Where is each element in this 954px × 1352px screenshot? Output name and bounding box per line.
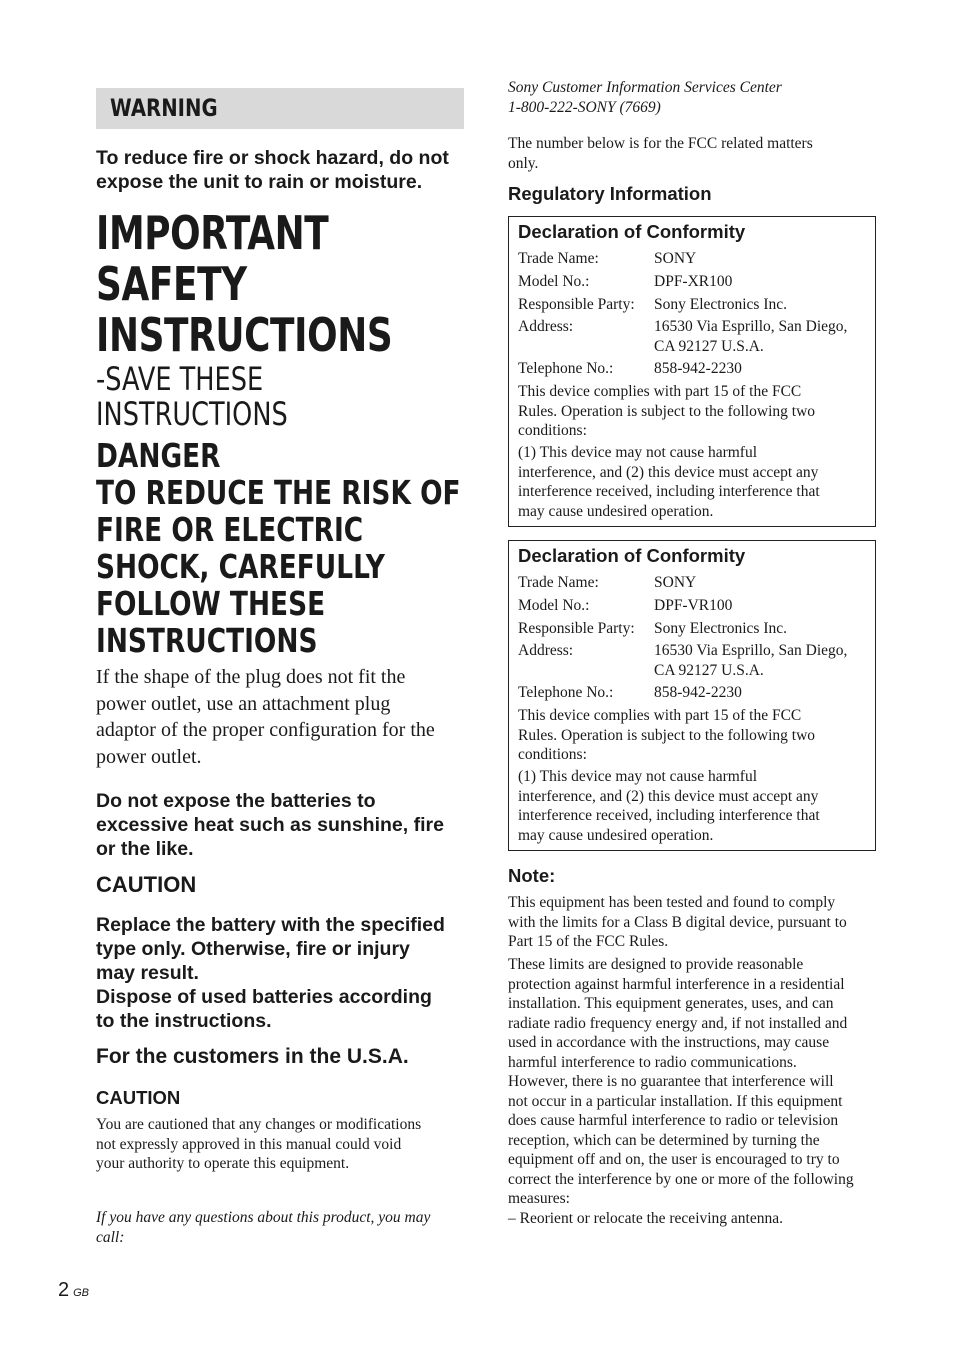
contact-phone: 1-800-222-SONY (7669) (508, 98, 661, 116)
conditions-paragraph: (1) This device may not cause harmful interference, and (2) this device must accept any interference received, including interference that may cause undesired operation. (518, 768, 820, 844)
caution-text: Replace the battery with the specified type only. Otherwise, fire or injury may result. Dispose of used batteries according to the instructions. (96, 914, 445, 1032)
complies-paragraph: This device complies with part 15 of the FCC Rules. Operation is subject to the following two conditions: (518, 707, 816, 763)
conditions-paragraph: (1) This device may not cause harmful interference, and (2) this device must accept any interference received, including interference that may cause undesired operation. (518, 444, 820, 520)
note-heading: Note: (508, 865, 556, 886)
warning-heading-bar (96, 88, 464, 129)
note-bullet: – Reorient or relocate the receiving antenna. (508, 1210, 783, 1227)
questions-text: If you have any questions about this product, you may call: (96, 1209, 431, 1246)
page-number: 2 GB (58, 1279, 90, 1301)
regulatory-heading: Regulatory Information (508, 183, 712, 204)
note-paragraph-1: This equipment has been tested and found to comply with the limits for a Class B digital device, pursuant to Part 15 of the FCC Rules. (508, 894, 847, 951)
warning-text: To reduce fire or shock hazard, do not expose the unit to rain or moisture. (96, 147, 449, 193)
plug-paragraph: If the shape of the plug does not fit the power outlet, use an attachment plug adaptor of the proper configuration for the power outlet. (96, 666, 435, 768)
declaration-box-1: Declaration of Conformity Trade Name: SONY Model No.: DPF-XR100 Responsible Party: Sony Electronics Inc. Address: 16530 Via Esprillo, San Diego, CA 92127 U.S.A. Telephone No.: 858-942-2230 This device complies with part 15 of the FCC Rules. Operation is subject to the following two conditions: (1) This device may not cause harmful interference, and (2) this device must accept any interference received, including interference that may cause undesired operation. (508, 216, 876, 527)
danger-heading: DANGER TO REDUCE THE RISK OF FIRE OR ELECTRIC SHOCK, CAREFULLY FOLLOW THESE INSTRUCTIONS (96, 436, 461, 660)
save-instructions: -SAVE THESE INSTRUCTIONS (96, 360, 288, 433)
declaration-title: Declaration of Conformity (518, 545, 746, 566)
declaration-title: Declaration of Conformity (518, 221, 746, 242)
declaration-box-2: Declaration of Conformity Trade Name: SONY Model No.: DPF-VR100 Responsible Party: Sony Electronics Inc. Address: 16530 Via Esprillo, San Diego, CA 92127 U.S.A. Telephone No.: 858-942-2230 This device complies with part 15 of the FCC Rules. Operation is subject to the following two conditions: (1) This device may not cause harmful interference, and (2) this device must accept any interference received, including interference that may cause undesired operation. (508, 540, 876, 851)
warning-heading: WARNING (110, 94, 218, 122)
fcc-note: The number below is for the FCC related matters only. (508, 135, 813, 172)
contact-center: Sony Customer Information Services Center (508, 79, 782, 96)
caution-heading: CAUTION (96, 872, 197, 897)
batteries-warning: Do not expose the batteries to excessive heat such as sunshine, fire or the like. (96, 790, 444, 860)
usa-heading: For the customers in the U.S.A. (96, 1045, 409, 1068)
usa-caution-heading: CAUTION (96, 1087, 181, 1108)
note-paragraph-2: These limits are designed to provide reasonable protection against harmful interference in a residential installation. This equipment generates, uses, and can radiate radio frequency energy and, if not installed and used in accordance with the instructions, may cause harmful interference to radio communications. However, there is no guarantee that interference will not occur in a particular installation. If this equipment does cause harmful interference to radio or television reception, which can be determined by turning the equipment off and on, the user is encouraged to try to correct the interference by one or more of the following measures: (508, 956, 854, 1207)
usa-caution-text: You are cautioned that any changes or modifications not expressly approved in this manual could void your authority to operate this equipment. (96, 1116, 422, 1173)
complies-paragraph: This device complies with part 15 of the FCC Rules. Operation is subject to the following two conditions: (518, 383, 816, 439)
contact-info (508, 78, 782, 117)
safety-title: IMPORTANT SAFETY INSTRUCTIONS (96, 206, 393, 362)
